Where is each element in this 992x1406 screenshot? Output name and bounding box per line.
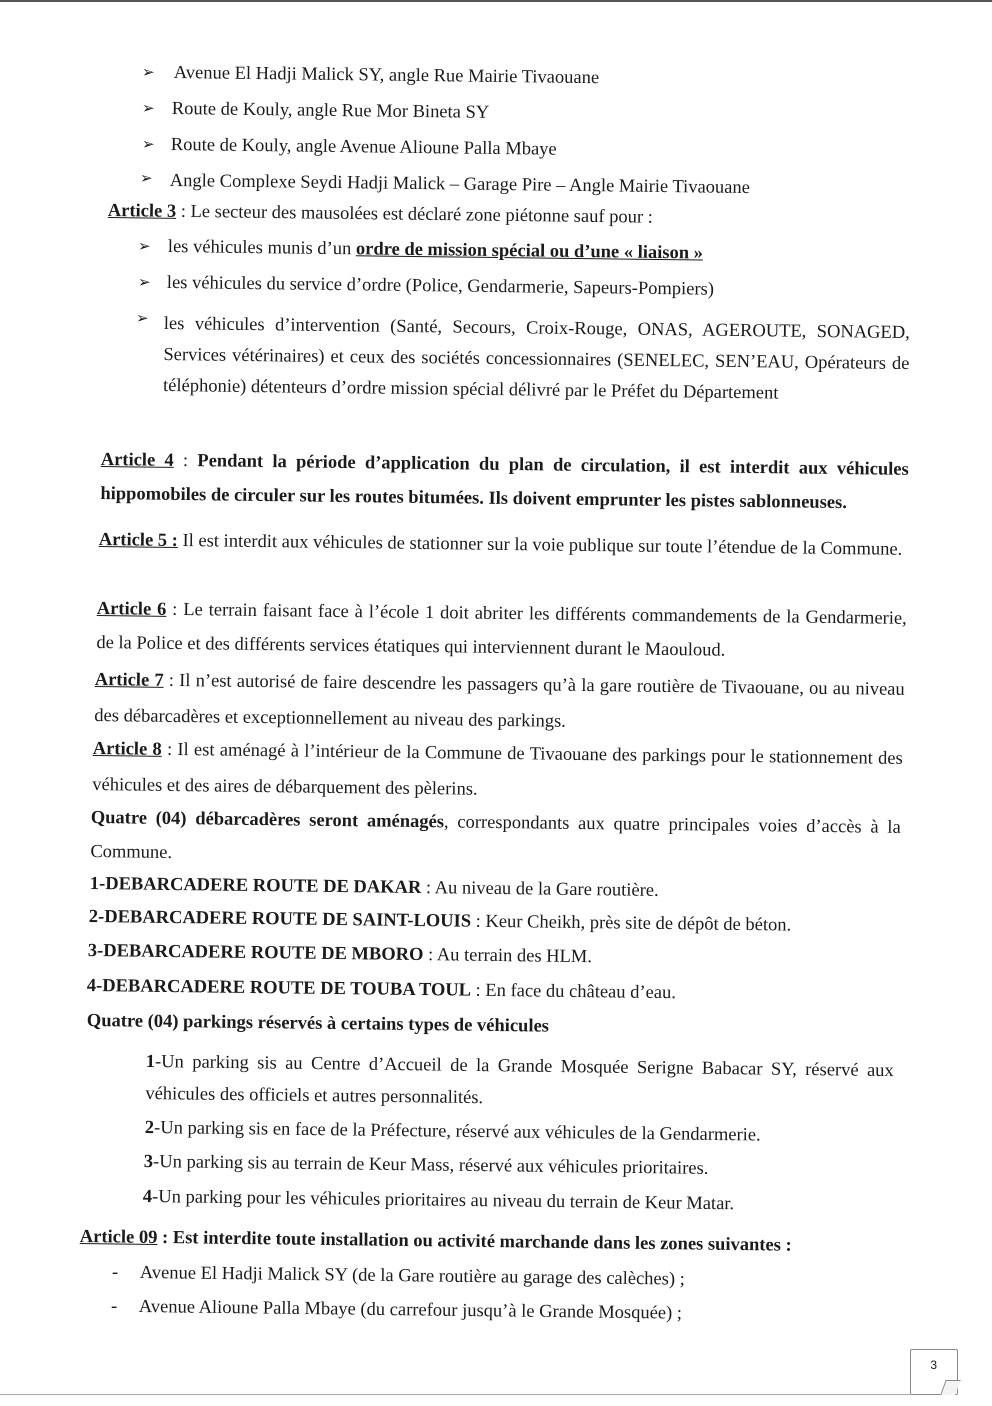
parking-number: 2: [144, 1117, 155, 1139]
article-6-label: Article 6: [96, 598, 167, 620]
article-8-label: Article 8: [92, 738, 162, 760]
debarcaderes-intro: [90, 801, 901, 879]
article-5: [99, 523, 907, 567]
list-item: Angle Complexe Seydi Hadji Malick – Garage Pire – Angle Mairie Tivaouane: [169, 170, 751, 199]
article-9-text: : Est interdite toute installation ou activité marchande dans les zones suivantes :: [157, 1227, 792, 1256]
dash-bullet-icon: -: [112, 1263, 119, 1283]
article-3-item-1: [168, 236, 703, 265]
parkings-title: Quatre (04) parkings réservés à certains types de véhicules: [86, 1010, 550, 1037]
debarcadere-item: [87, 975, 676, 1004]
debarcadere-item: [90, 873, 659, 902]
parking-number: 1: [145, 1051, 156, 1073]
article-7-text: : Il n’est autorisé de faire descendre les passagers qu’à la gare routière de Tivaouane, ou au niveau des débarcadères et exceptionnellement au niveau des parkings.: [94, 670, 905, 732]
article-4-text: Pendant la période d’application du plan de circulation, il est interdit aux véhicules hippomobiles de circuler sur les routes bitumées. Ils doivent emprunter les pistes sablonneuses.: [100, 451, 909, 514]
article-5-label: Article 5 :: [98, 529, 179, 551]
article-3-item-3: les véhicules d’intervention (Santé, Secours, Croix-Rouge, ONAS, AGEROUTE, SONAGED, Services vétérinaires) et ceux des sociétés concessionnaires (SENELEC, SEN’EAU, Opérateurs de téléphonie) détenteurs d’ordre mission spécial délivré par le Préfet du Département: [162, 313, 910, 404]
debarcadere-name: 3-DEBARCADERE ROUTE DE MBORO: [87, 940, 424, 966]
dash-bullet-icon: -: [111, 1297, 118, 1317]
debarcadere-desc: : En face du château d’eau.: [470, 980, 677, 1004]
debarcadere-desc: : Au niveau de la Gare routière.: [421, 878, 659, 901]
page-curl-icon: [940, 1380, 960, 1395]
article-4-sep: :: [173, 450, 198, 472]
article-6: [96, 592, 907, 670]
article-9-heading: [80, 1226, 792, 1257]
debarcaderes-intro-text: , correspondants aux quatre principales voies d’accès à la Commune.: [90, 812, 901, 863]
parking-item: [144, 1151, 709, 1180]
parking-item: [143, 1186, 735, 1215]
page-number-box: [910, 1349, 958, 1395]
article-3-item-2: les véhicules du service d’ordre (Police, Gendarmerie, Sapeurs-Pompiers): [166, 272, 715, 300]
article-8: [92, 731, 903, 813]
article-9-label: Article 09: [79, 1226, 158, 1248]
debarcadere-name: 2-DEBARCADERE ROUTE DE SAINT-LOUIS: [88, 906, 472, 932]
parking-item: [145, 1117, 761, 1147]
article-3-heading: [108, 200, 653, 229]
debarcadere-name: 1-DEBARCADERE ROUTE DE DAKAR: [89, 873, 422, 899]
article-3-item-1-bold: ordre de mission spécial ou d’une « liaison »: [355, 239, 704, 264]
bullet-arrow-icon: [142, 98, 155, 120]
article-7-label: Article 7: [94, 669, 164, 691]
article-4-label: Article 4: [100, 449, 174, 471]
bullet-arrow-icon: [140, 168, 153, 190]
parking-number: 3: [143, 1151, 154, 1173]
parking-text: -Un parking sis au terrain de Keur Mass, réservé aux véhicules prioritaires.: [152, 1152, 709, 1179]
list-item: Route de Kouly, angle Avenue Alioune Palla Mbaye: [170, 134, 557, 160]
parking-number: 4: [142, 1186, 153, 1208]
bullet-arrow-icon: [142, 134, 155, 156]
debarcadere-desc: : Keur Cheikh, près site de dépôt de béton.: [470, 911, 792, 936]
article-3-label: Article 3: [107, 200, 177, 222]
page-number: 3: [930, 1358, 937, 1372]
parking-text: -Un parking pour les véhicules prioritaires au niveau du terrain de Keur Matar.: [151, 1187, 735, 1215]
bullet-arrow-icon: [142, 62, 155, 84]
bottom-edge-rule: [0, 1394, 910, 1395]
article-5-text: Il est interdit aux véhicules de stationner sur la voie publique sur toute l’étendue de la Commune.: [177, 530, 903, 560]
parking-item: [145, 1046, 894, 1119]
list-item: Route de Kouly, angle Rue Mor Bineta SY: [171, 98, 490, 123]
debarcadere-desc: : Au terrain des HLM.: [423, 945, 593, 968]
article-6-text: : Le terrain faisant face à l’école 1 doit abriter les différents commandements de la Gendarmerie, de la Police et des différents services étatiques qui interviennent durant le Maouloud.: [96, 599, 907, 661]
article-9-item: Avenue Alioune Palla Mbaye (du carrefour jusqu’à le Grande Mosquée) ;: [138, 1296, 683, 1324]
debarcadere-name: 4-DEBARCADERE ROUTE DE TOUBA TOUL: [86, 975, 472, 1001]
debarcadere-item: [88, 940, 592, 968]
bullet-arrow-icon: [138, 272, 151, 294]
debarcaderes-intro-bold: Quatre (04) débarcadères seront aménagés: [90, 807, 445, 833]
bullet-arrow-icon: [138, 236, 151, 258]
article-3-item-1-text: les véhicules munis d’un: [167, 236, 357, 260]
article-9-item: Avenue El Hadji Malick SY (de la Gare routière au garage des calèches) ;: [139, 1262, 685, 1290]
parking-text: -Un parking sis au Centre d’Accueil de la Grande Mosquée Serigne Babacar SY, réservé aux véhicules des officiels et autres personnalités.: [145, 1052, 894, 1109]
article-3-text: : Le secteur des mausolées est déclaré zone piétonne sauf pour :: [176, 201, 653, 228]
article-4: [100, 443, 909, 521]
debarcadere-item: [89, 906, 792, 937]
bullet-arrow-icon: [136, 308, 149, 330]
parking-text: -Un parking sis en face de la Préfecture, réservé aux véhicules de la Gendarmerie.: [153, 1118, 761, 1146]
article-8-text: : Il est aménagé à l’intérieur de la Commune de Tivaouane des parkings pour le stationnement des véhicules et des aires de débarquement des pèlerins.: [92, 739, 903, 800]
list-item: Avenue El Hadji Malick SY, angle Rue Mairie Tivaouane: [173, 62, 600, 89]
